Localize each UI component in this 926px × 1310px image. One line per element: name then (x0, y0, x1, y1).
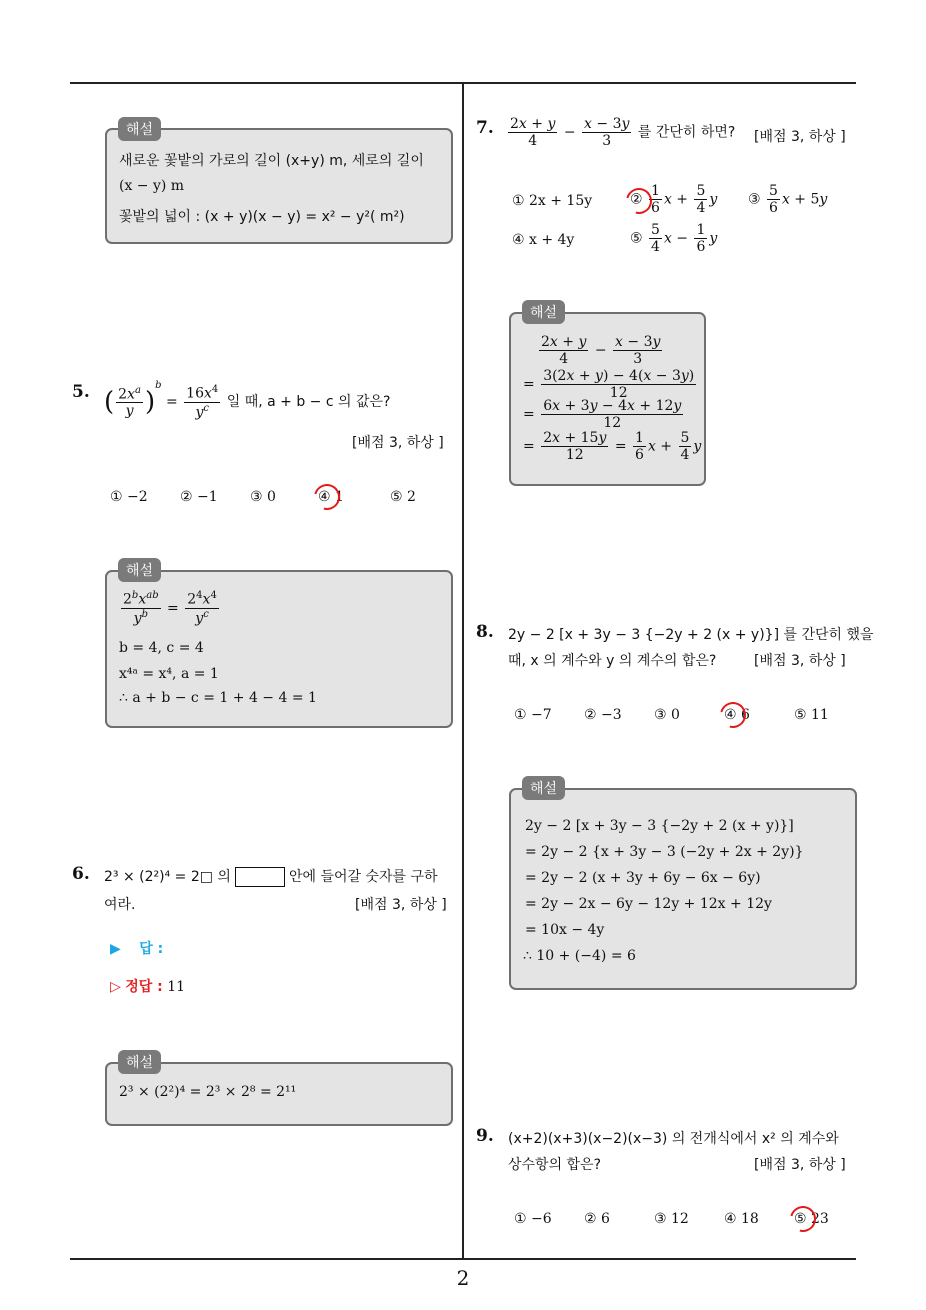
sol4-line3: 꽃밭의 넓이 : (x + y)(x − y) = x² − y²( m²) (119, 209, 405, 225)
question-number-9: 9. (476, 1126, 494, 1146)
sol4-line1: 새로운 꽃밭의 가로의 길이 (x+y) m, 세로의 길이 (119, 153, 424, 169)
q5-meta: [배점 3, 하상 ] (352, 435, 444, 451)
solution-tag: 해설 (118, 558, 161, 582)
q5-option-3[interactable]: ③ 0 (250, 489, 276, 505)
q7-option-1[interactable]: ① 2x + 15y (512, 193, 593, 209)
q6-correct-value: 11 (167, 979, 186, 995)
sol5-line3: ∴ a + b − c = 1 + 4 − 4 = 1 (119, 690, 317, 706)
q8-option-5[interactable]: ⑤ 11 (794, 707, 829, 723)
q7-option-2[interactable]: ② $\frac{1}{6}$ x + $\frac{5}{4}$ y (630, 183, 718, 217)
q8-line2: 때, x 의 계수와 y 의 계수의 합은? (508, 653, 717, 669)
solution-tag: 해설 (522, 776, 565, 800)
q8-option-1[interactable]: ① −7 (514, 707, 552, 723)
solution-tag: 해설 (118, 1050, 161, 1074)
q9-option-5[interactable]: ⑤ 23 (794, 1211, 829, 1227)
q7-option-3[interactable]: ③ $\frac{5}{6}$ x + 5y (748, 183, 828, 217)
q8-line1: 2y − 2 [x + 3y − 3 {−2y + 2 (x + y)}] 를 간단히 했을 (508, 627, 874, 643)
q9-meta: [배점 3, 하상 ] (754, 1157, 846, 1173)
question-number-7: 7. (476, 118, 494, 138)
solution-box-q8 (509, 788, 857, 990)
q6-meta: [배점 3, 하상 ] (355, 897, 447, 913)
outline-play-icon: ▷ (110, 979, 121, 995)
q6-blank-box (235, 867, 285, 887)
sol7-line1: $\frac{2x + y}{4}$ − $\frac{x - 3y}{3}$ (541, 334, 661, 368)
sol5-line2: x⁴ᵃ = x⁴, a = 1 (119, 666, 219, 682)
q7-expression: $\frac{2x + y}{4}$ − $\frac{x - 3y}{3}$ 를 간단히 하면? (510, 116, 736, 150)
q6-correct-row (110, 976, 185, 996)
q8-option-4[interactable]: ④ 6 (724, 707, 750, 723)
solution-tag: 해설 (522, 300, 565, 324)
q7-option-2-label: ② (630, 191, 643, 208)
q8-answer-mark (715, 697, 751, 733)
q9-option-1[interactable]: ① −6 (514, 1211, 552, 1227)
solution-box-q5 (105, 570, 453, 728)
solution-box-q4 (105, 128, 453, 244)
q9-option-3[interactable]: ③ 12 (654, 1211, 689, 1227)
solution-tag: 해설 (118, 117, 161, 141)
column-divider (462, 82, 464, 1260)
q5-option-5[interactable]: ⑤ 2 (390, 489, 416, 505)
sol7-line2: = $\frac{3(2x + y) - 4(x - 3y)}{12}$ (523, 368, 695, 402)
q7-option-5[interactable]: ⑤ $\frac{5}{4}$ x − $\frac{1}{6}$ y (630, 222, 718, 256)
q6-line1 (104, 866, 438, 887)
q5-answer-mark (309, 479, 345, 515)
q5-option-2[interactable]: ② −1 (180, 489, 218, 505)
q5-equation: ( $\frac{2x^a}{y}$ )$^b$ = $\frac{16x^4}{y^c}$ 일 때, a + b − c 의 값은? (104, 380, 391, 421)
q6-prefix: 2³ × (2²)⁴ = 2□ 의 (104, 869, 231, 885)
question-number-8: 8. (476, 622, 494, 642)
q7-meta: [배점 3, 하상 ] (754, 129, 846, 145)
q5-option-1[interactable]: ① −2 (110, 489, 148, 505)
sol5-line1: b = 4, c = 4 (119, 640, 204, 656)
sol8-line6: ∴ 10 + (−4) = 6 (523, 948, 636, 964)
sol5-fraction: $\frac{2^bx^{ab}}{y^b}$ = $\frac{2^4x^4}{y^c}$ (123, 590, 217, 627)
q6-correct-label: 정답 : (125, 979, 163, 995)
q8-option-2[interactable]: ② −3 (584, 707, 622, 723)
q9-answer-mark (785, 1201, 821, 1237)
solution-box-q7 (509, 312, 706, 486)
q7-option-4[interactable]: ④ x + 4y (512, 232, 575, 248)
q5-suffix: 일 때, a + b − c 의 값은? (226, 394, 391, 410)
bottom-rule (70, 1258, 856, 1260)
q6-line2: 여라. (104, 897, 136, 913)
question-number-6: 6. (72, 864, 90, 884)
q9-option-2[interactable]: ② 6 (584, 1211, 610, 1227)
q7-option-5-label: ⑤ (630, 230, 643, 247)
sol8-line3: = 2y − 2 (x + 3y + 6y − 6x − 6y) (525, 870, 761, 886)
q7-option-3-label: ③ (748, 191, 761, 208)
sol6-line: 2³ × (2²)⁴ = 2³ × 2⁸ = 2¹¹ (119, 1084, 297, 1100)
sol7-line4: = $\frac{2x + 15y}{12}$ = $\frac{1}{6}$ x + $\frac{5}{4}$ y (523, 430, 702, 464)
sol4-line2: (x − y) m (119, 178, 185, 194)
q6-suffix: 안에 들어갈 숫자를 구하 (288, 869, 438, 885)
sol8-line4: = 2y − 2x − 6y − 12y + 12x + 12y (525, 896, 772, 912)
sol8-line1: 2y − 2 [x + 3y − 3 {−2y + 2 (x + y)}] (525, 818, 794, 834)
q7-suffix: 를 간단히 하면? (637, 124, 736, 141)
q8-meta: [배점 3, 하상 ] (754, 653, 846, 669)
sol7-line3: = $\frac{6x + 3y - 4x + 12y}{12}$ (523, 398, 682, 432)
q9-line1: (x+2)(x+3)(x−2)(x−3) 의 전개식에서 x² 의 계수와 (508, 1131, 839, 1147)
q9-option-4[interactable]: ④ 18 (724, 1211, 759, 1227)
play-icon: ▶ (110, 941, 121, 957)
sol8-line5: = 10x − 4y (525, 922, 605, 938)
sol8-line2: = 2y − 2 {x + 3y − 3 (−2y + 2x + 2y)} (525, 844, 804, 860)
q9-line2: 상수항의 합은? (508, 1157, 602, 1173)
question-number-5: 5. (72, 382, 90, 402)
q6-answer-row (110, 938, 163, 958)
q6-answer-label: 답 : (139, 941, 164, 957)
page-number: 2 (456, 1266, 470, 1290)
q8-option-3[interactable]: ③ 0 (654, 707, 680, 723)
q5-option-4[interactable]: ④ 1 (318, 489, 344, 505)
